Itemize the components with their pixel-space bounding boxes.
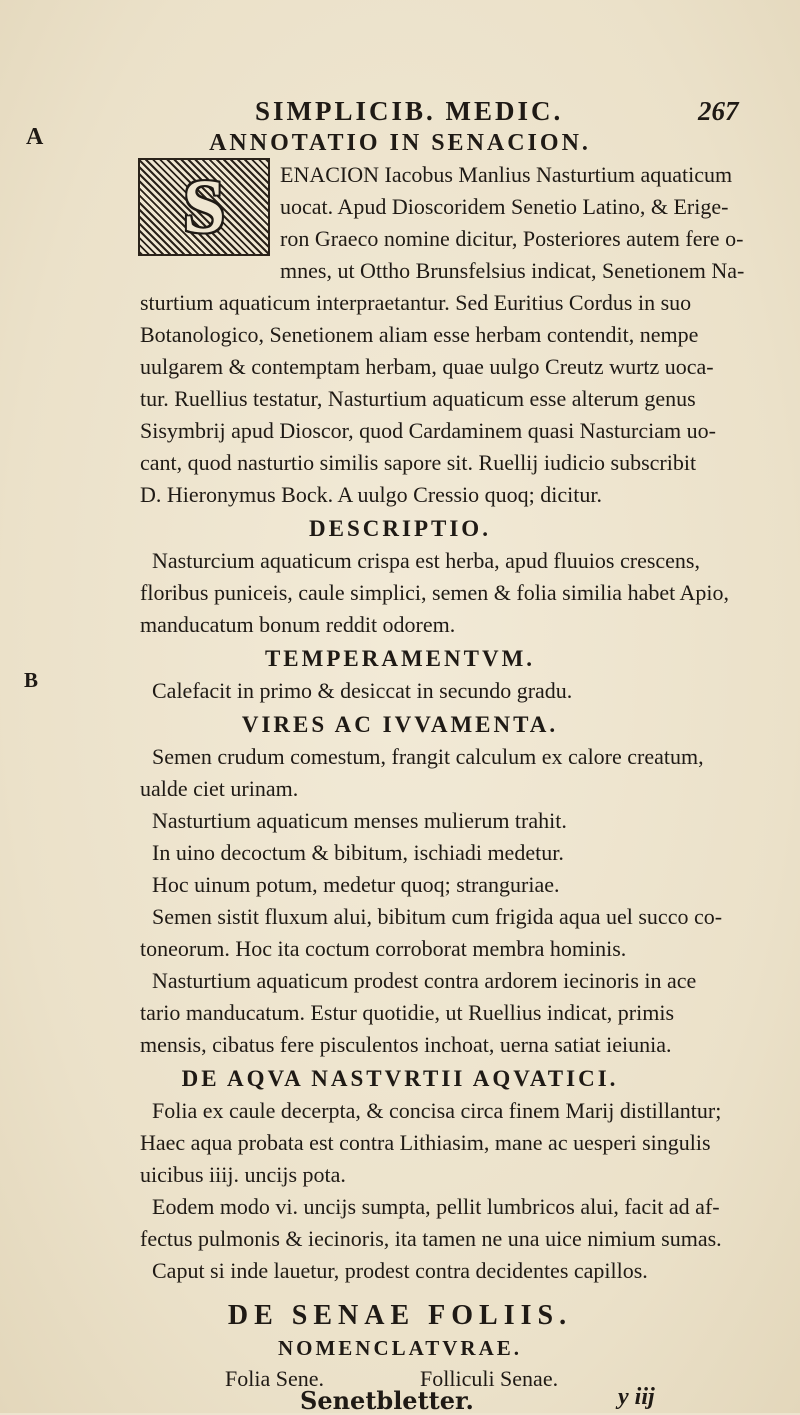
descriptio-line: Nasturcium aquaticum crispa est herba, apud fluuios crescens, [152,548,700,573]
page-number: 267 [698,96,739,126]
body-line: uulgarem & contemptam herbam, quae uulgo Creutz wurtz uoca- [140,354,714,379]
catchword: y iij [618,1384,655,1410]
descriptio-line: manducatum bonum reddit odorem. [140,612,456,637]
vires-line: tario manducatum. Estur quotidie, ut Ruellius indicat, primis [140,1000,675,1025]
heading-senae: DE SENAE FOLIIS. [227,1300,573,1331]
temperamentum-line: Calefacit in primo & desiccat in secundo gradu. [152,678,573,703]
margin-letter-a: A [26,124,44,150]
section-title: ANNOTATIO IN SENACION. [209,130,591,156]
heading-aqua: DE AQVA NASTVRTII AQVATICI. [181,1066,619,1091]
body-line: sturtium aquaticum interpraetantur. Sed Euritius Cordus in suo [140,290,692,315]
heading-vires: VIRES AC IVVAMENTA. [241,712,559,737]
body-line: D. Hieronymus Bock. A uulgo Cressio quoq; dicitur. [140,482,602,507]
running-head: SIMPLICIB. MEDIC. [255,96,564,126]
aqua-line: uicibus iiij. uncijs pota. [140,1162,346,1187]
body-line: Botanologico, Senetionem aliam esse herbam contendit, nempe [140,322,699,347]
aqua-line: Eodem modo vi. uncijs sumpta, pellit lumbricos alui, facit ad af- [152,1194,720,1219]
aqua-line: Caput si inde lauetur, prodest contra decidentes capillos. [152,1258,648,1283]
heading-temperamentum: TEMPERAMENTVM. [264,646,536,671]
aqua-line: Haec aqua probata est contra Lithiasim, mane ac uesperi singulis [140,1130,711,1155]
vires-line: mensis, cibatus fere pisculentos inchoat, uerna satiat ieiunia. [140,1032,672,1057]
vires-line: Semen crudum comestum, frangit calculum ex calore creatum, [152,744,704,769]
body-line: ENACION Iacobus Manlius Nasturtium aquaticum [280,162,733,187]
heading-descriptio: DESCRIPTIO. [309,516,491,541]
aqua-line: fectus pulmonis & iecinoris, ita tamen ne una uice nimium sumas. [140,1226,722,1251]
body-line: tur. Ruellius testatur, Nasturtium aquaticum esse alterum genus [140,386,696,411]
nomen-left: Folia Sene. [225,1366,324,1391]
vires-line: Hoc uinum potum, medetur quoq; stranguriae. [152,872,560,897]
body-line: mnes, ut Ottho Brunsfelsius indicat, Senetionem Na- [280,258,745,283]
heading-nomenclaturae: NOMENCLATVRAE. [277,1336,523,1360]
vires-line: Semen sistit fluxum alui, bibitum cum frigida aqua uel succo co- [152,904,723,929]
vires-line: ualde ciet urinam. [140,776,299,801]
nomen-german: Senetbletter. [300,1386,474,1415]
decorated-initial [138,158,270,256]
descriptio-line: floribus puniceis, caule simplici, semen & folia similia habet Apio, [140,580,729,605]
body-line: uocat. Apud Dioscoridem Senetio Latino, & Erige- [280,194,729,219]
aqua-line: Folia ex caule decerpta, & concisa circa finem Marij distillantur; [152,1098,722,1123]
body-line: cant, quod nasturtio similis sapore sit. Ruellij iudicio subscribit [140,450,697,475]
vires-line: In uino decoctum & bibitum, ischiadi medetur. [152,840,564,865]
vires-line: Nasturtium aquaticum prodest contra ardorem iecinoris in ace [152,968,697,993]
initial-letter: S [182,165,226,249]
margin-letter-b: B [24,668,39,692]
vires-line: toneorum. Hoc ita coctum corroborat membra hominis. [140,936,627,961]
body-line: ron Graeco nomine dicitur, Posteriores autem fere o- [280,226,744,251]
vires-line: Nasturtium aquaticum menses mulierum trahit. [152,808,567,833]
nomen-right: Folliculi Senae. [420,1366,559,1391]
body-line: Sisymbrij apud Dioscor, quod Cardaminem quasi Nasturciam uo- [140,418,716,443]
